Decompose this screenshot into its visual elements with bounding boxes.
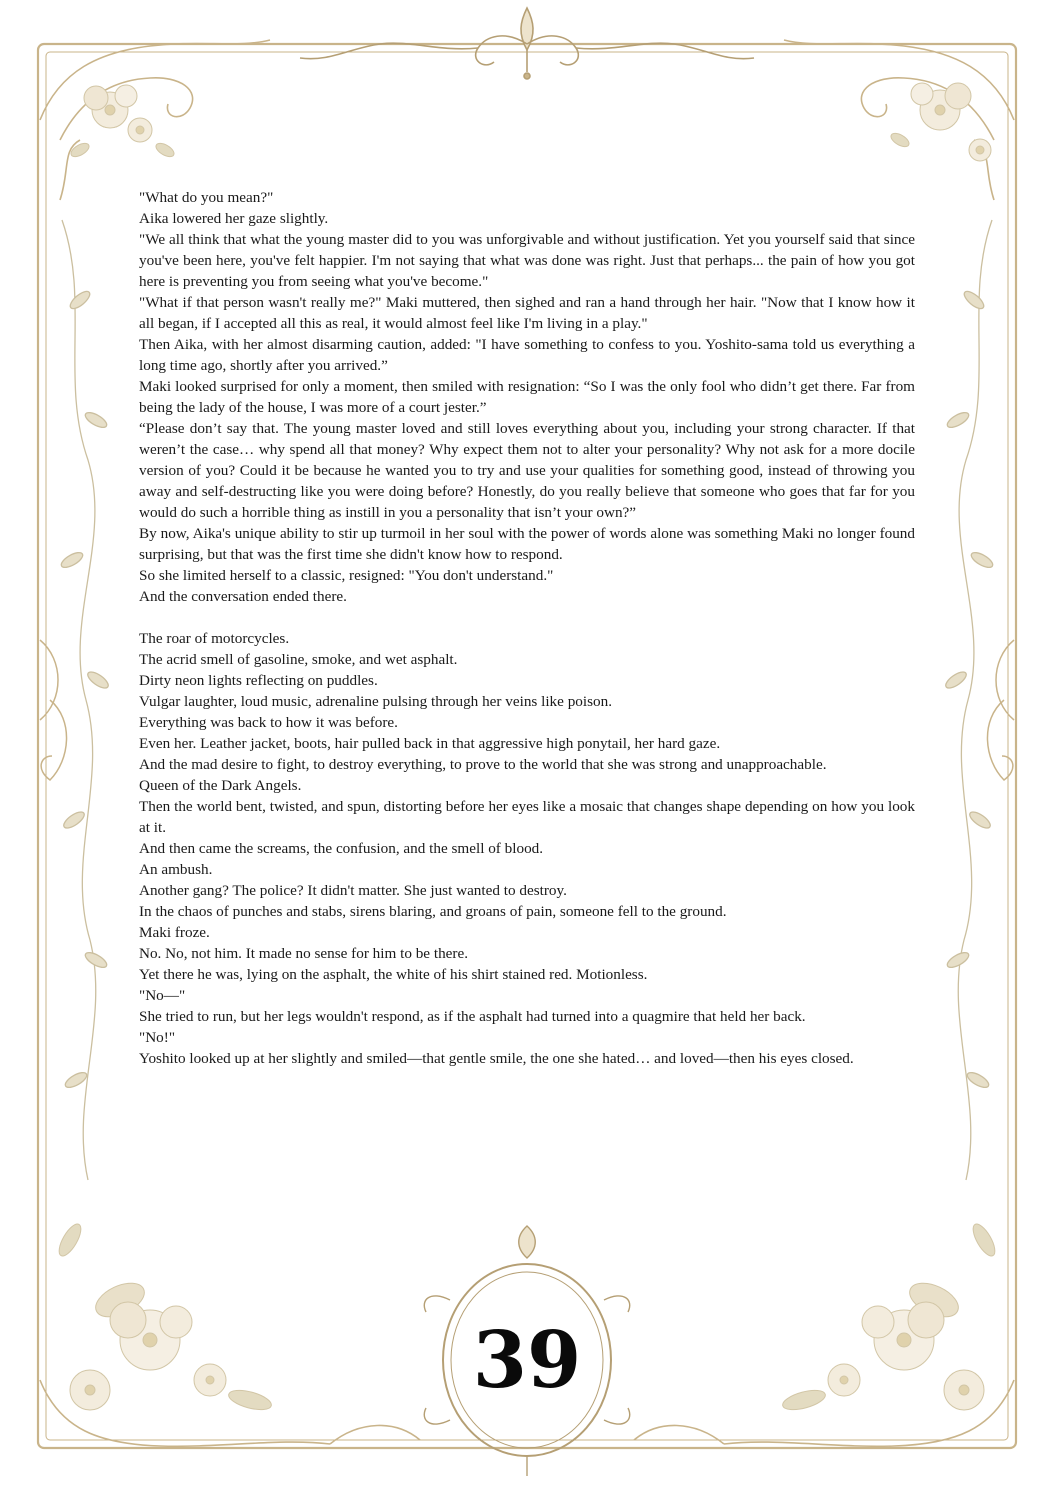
section-break	[139, 607, 915, 628]
story-text	[139, 187, 915, 1069]
paragraph: She tried to run, but her legs wouldn't respond, as if the asphalt had turned into a quagmire that held her back.	[139, 1008, 806, 1025]
paragraph: Everything was back to how it was before.	[139, 714, 398, 731]
top-right-corner-ornament	[784, 40, 1014, 200]
left-side-vine	[59, 220, 111, 1180]
page-number: 39	[472, 1315, 582, 1406]
right-side-scroll	[987, 640, 1014, 780]
paragraph: Yet there he was, lying on the asphalt, the white of his shirt stained red. Motionless.	[139, 966, 648, 983]
right-side-vine	[943, 220, 995, 1180]
paragraph: And then came the screams, the confusion, and the smell of blood.	[139, 840, 544, 857]
flower-cluster-top-left	[69, 85, 176, 159]
paragraph: Even her. Leather jacket, boots, hair pulled back in that aggressive high ponytail, her hard gaze.	[139, 735, 721, 752]
top-left-corner-ornament	[40, 40, 270, 200]
paragraph: An ambush.	[139, 861, 213, 878]
paragraph: Dirty neon lights reflecting on puddles.	[139, 672, 378, 689]
paragraph: "What if that person wasn't really me?" Maki muttered, then sighed and ran a hand through her hair. "Now that I know how it all began, if I accepted all this as real, it would almost feel like I'm living in a play."	[139, 294, 915, 332]
paragraph: Maki froze.	[139, 924, 210, 941]
paragraph: Maki looked surprised for only a moment, then smiled with resignation: “So I was the only fool who didn’t get there. Far from being the lady of the house, I was more of a court jester.”	[139, 378, 915, 416]
flower-cluster-top-right	[889, 83, 991, 161]
paragraph: And the mad desire to fight, to destroy everything, to prove to the world that she was strong and unapproachable.	[139, 756, 827, 773]
paragraph: In the chaos of punches and stabs, sirens blaring, and groans of pain, someone fell to the ground.	[139, 903, 727, 920]
paragraph: The roar of motorcycles.	[139, 630, 290, 647]
left-side-scroll	[40, 640, 67, 780]
paragraph: "No!"	[139, 1029, 176, 1046]
paragraph: Aika lowered her gaze slightly.	[139, 210, 329, 227]
flower-cluster-bottom-right	[781, 1221, 999, 1414]
paragraph: Then the world bent, twisted, and spun, distorting before her eyes like a mosaic that changes shape depending on how you look at it.	[139, 798, 915, 836]
paragraph: "No—"	[139, 987, 186, 1004]
paragraph: And the conversation ended there.	[139, 588, 347, 605]
paragraph: Another gang? The police? It didn't matter. She just wanted to destroy.	[139, 882, 567, 899]
paragraph: By now, Aika's unique ability to stir up turmoil in her soul with the power of words alone was something Maki no longer found surprising, but that was the first time she didn't know how to respond.	[139, 525, 915, 563]
flower-cluster-bottom-left	[55, 1221, 273, 1414]
paragraph: No. No, not him. It made no sense for him to be there.	[139, 945, 468, 962]
paragraph: "We all think that what the young master did to you was unforgivable and without justification. Yet you yourself said that since you've been here, you've felt happier. I'm not saying that what was done was right. Just that perhaps... the pain of how you got here is preventing you from seeing what you've become."	[139, 231, 915, 290]
paragraph: Yoshito looked up at her slightly and smiled—that gentle smile, the one she hated… and loved—then his eyes closed.	[139, 1050, 854, 1067]
paragraph: “Please don’t say that. The young master loved and still loves everything about you, including your strong character. If that weren’t the case… why spend all that money? Why expect them not to alter your personality? Why not ask for a more docile version of you? Could it be because he wanted you to try and use your qualities for something good, instead of throwing you away and self-destructing like you were doing before? Honestly, do you really believe that someone who goes that far for you would do such a horrible thing as instill in you a personality that isn’t your own?”	[139, 420, 915, 521]
paragraph: Queen of the Dark Angels.	[139, 777, 302, 794]
paragraph: Then Aika, with her almost disarming caution, added: "I have something to confess to you. Yoshito-sama told us everything a long time ago, shortly after you arrived.”	[139, 336, 915, 374]
paragraph: Vulgar laughter, loud music, adrenaline pulsing through her veins like poison.	[139, 693, 612, 710]
paragraph: The acrid smell of gasoline, smoke, and wet asphalt.	[139, 651, 458, 668]
paragraph: "What do you mean?"	[139, 189, 274, 206]
paragraph: So she limited herself to a classic, resigned: "You don't understand."	[139, 567, 554, 584]
